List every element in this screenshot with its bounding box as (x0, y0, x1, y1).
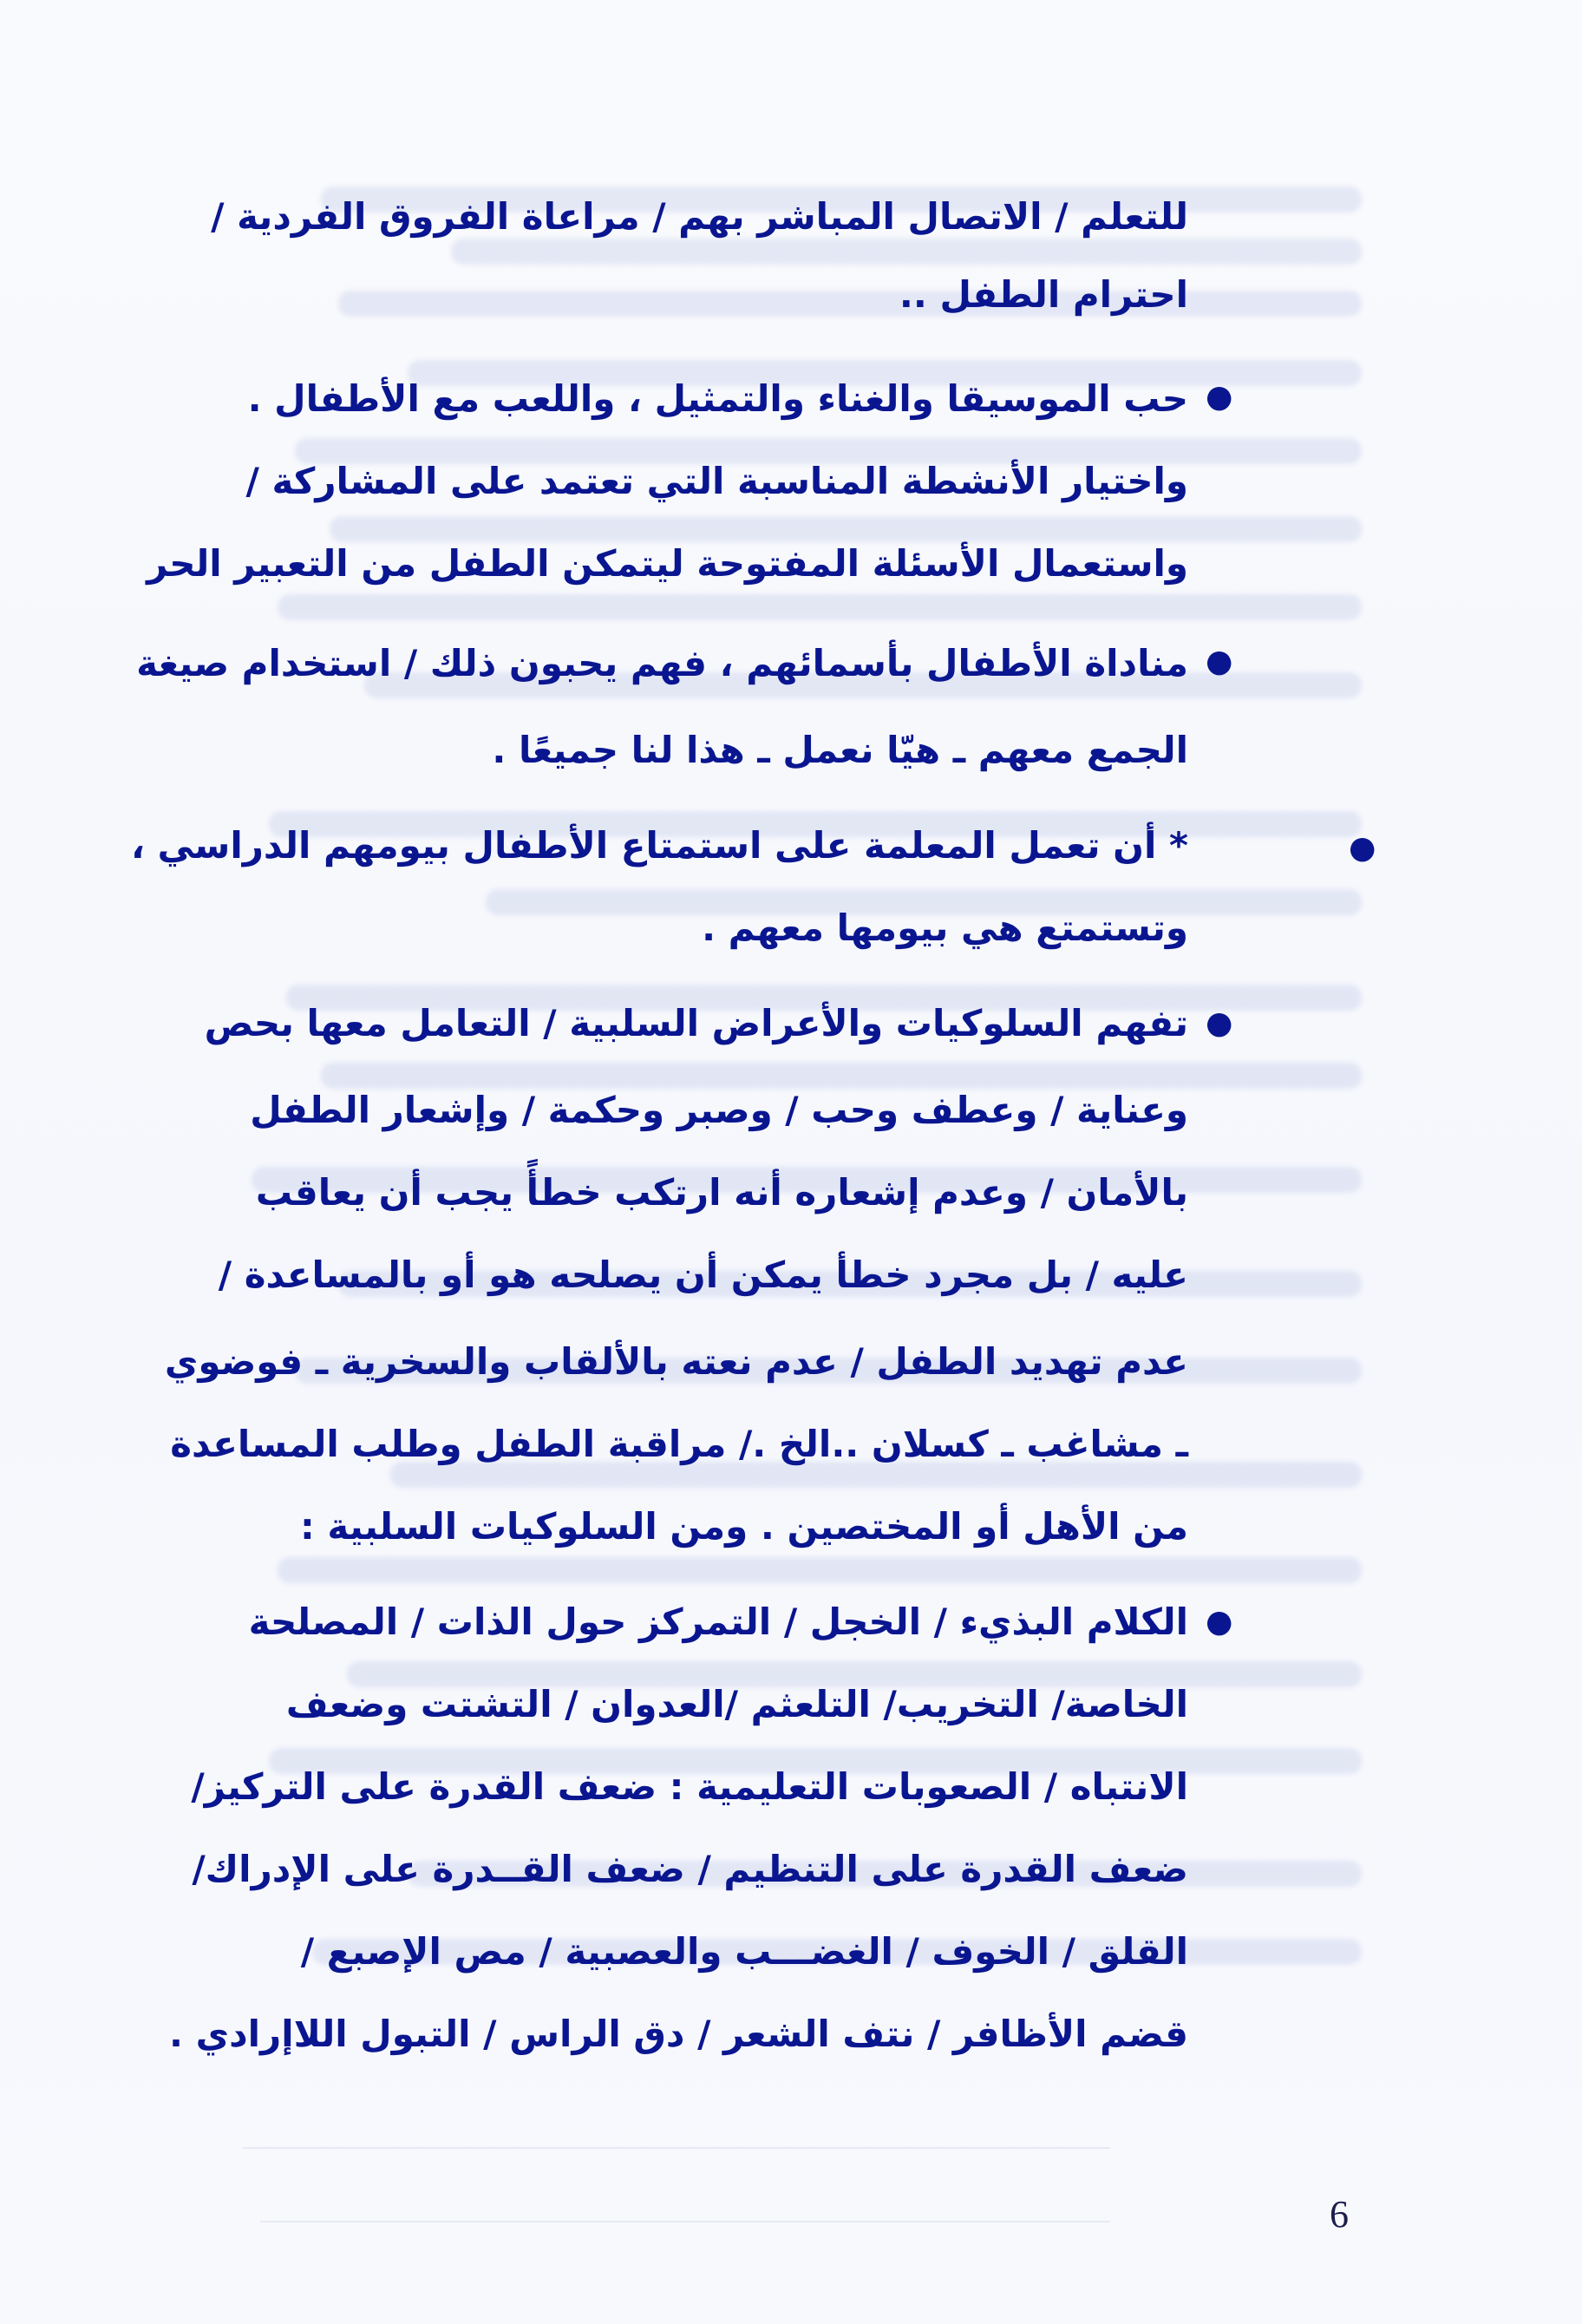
bullet-dot-icon: ● (1206, 1005, 1233, 1041)
text-line-5: واستعمال الأسئلة المفتوحة ليتمكن الطفل من التعبير الحر (147, 542, 1188, 585)
bullet-dot-icon: ● (1206, 379, 1233, 415)
bullet-dot-icon: ● (1349, 830, 1376, 866)
text-line-3: حب الموسيقا والغناء والتمثيل ، واللعب مع الأطفال . (247, 377, 1188, 420)
bullet-dot-icon: ● (1206, 644, 1233, 679)
text-body (130, 173, 1376, 2117)
text-line-21: القلق / الخوف / الغضـــب والعصبية / مص الإصبع / (300, 1930, 1188, 1973)
text-line-22: قضم الأظافر / نتف الشعر / دق الراس / التبول اللاإرادي . (169, 2013, 1188, 2055)
text-line-8: * أن تعمل المعلمة على استمتاع الأطفال بيومهم الدراسي ، (130, 824, 1188, 867)
text-line-10: تفهم السلوكيات والأعراض السلبية / التعامل معها بحص (204, 1002, 1188, 1044)
text-line-20: ضعف القدرة على التنظيم / ضعف القــدرة على الإدراك/ (192, 1848, 1188, 1890)
text-line-7: الجمع معهم ـ هيّا نعمل ـ هذا لنا جميعًا . (492, 729, 1188, 771)
text-line-4: واختيار الأنشطة المناسبة التي تعتمد على المشاركة / (245, 460, 1188, 502)
text-line-13: عليه / بل مجرد خطأ يمكن أن يصلحه هو أو بالمساعدة / (218, 1254, 1188, 1296)
text-line-12: بالأمان / وعدم إشعاره أنه ارتكب خطأً يجب أن يعاقب (255, 1171, 1188, 1214)
text-line-1: للتعلم / الاتصال المباشر بهم / مراعاة الفروق الفردية / (211, 195, 1188, 238)
text-line-2: احترام الطفل .. (899, 273, 1188, 316)
text-line-17: الكلام البذيء / الخجل / التمركز حول الذات / المصلحة (248, 1601, 1188, 1643)
text-line-16: من الأهل أو المختصين . ومن السلوكيات السلبية : (299, 1505, 1188, 1548)
text-line-14: عدم تهديد الطفل / عدم نعته بالألقاب والسخرية ـ فوضوي (164, 1340, 1188, 1383)
text-line-9: وتستمتع هي بيومها معهم . (702, 907, 1188, 949)
scan-line-top (243, 2147, 1110, 2149)
text-line-19: الانتباه / الصعوبات التعليمية : ضعف القدرة على التركيز/ (191, 1765, 1188, 1808)
text-line-18: الخاصة/ التخريب/ التلعثم /العدوان / التشتت وضعف (285, 1683, 1188, 1725)
text-line-6: مناداة الأطفال بأسمائهم ، فهم يحبون ذلك / استخدام صيغة (136, 642, 1188, 684)
bullet-dot-icon: ● (1206, 1604, 1233, 1640)
text-line-11: وعناية / وعطف وحب / وصبر وحكمة / وإشعار الطفل (250, 1089, 1188, 1131)
page-number: 6 (1330, 2193, 1349, 2236)
scan-line-bottom (260, 2221, 1110, 2223)
text-line-15: ـ مشاغب ـ كسلان ..الخ ./ مراقبة الطفل وطلب المساعدة (170, 1423, 1188, 1465)
